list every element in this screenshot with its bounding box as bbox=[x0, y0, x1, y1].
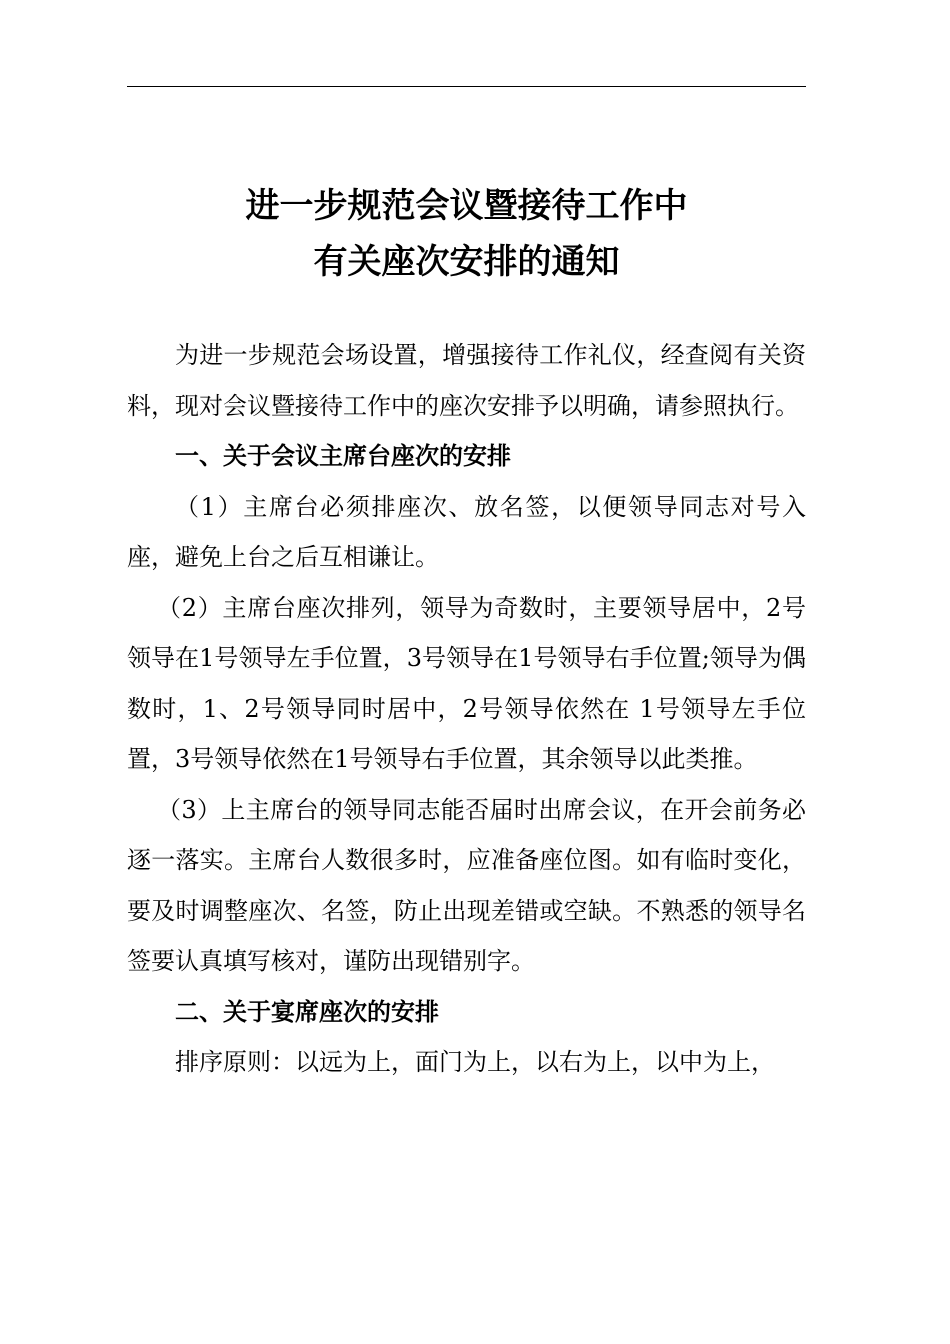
document-body bbox=[127, 330, 806, 1088]
header-rule bbox=[127, 86, 806, 87]
section-1-heading: 一、关于会议主席台座次的安排 bbox=[175, 442, 511, 470]
section-2-heading: 二、关于宴席座次的安排 bbox=[175, 997, 439, 1026]
title-line-1: 进一步规范会议暨接待工作中 bbox=[245, 186, 688, 226]
intro-paragraph: 为进一步规范会场设置，增强接待工作礼仪，经查阅有关资料，现对会议暨接待工作中的座次安排予以明确，请参照执行。 bbox=[127, 341, 806, 420]
item-2-paragraph: （2）主席台座次排列，领导为奇数时，主要领导居中，2号领导在1号领导左手位置，3号领导在1号领导右手位置;领导为偶数时，1、2号领导同时居中，2号领导依然在 1号领导左手位置，3号领导依然在1号领导右手位置，其余领导以此类推。 bbox=[127, 593, 806, 773]
principle-paragraph: 排序原则：以远为上，面门为上，以右为上，以中为上， bbox=[175, 1048, 775, 1076]
document-title bbox=[127, 178, 806, 290]
item-1-paragraph: （1）主席台必须排座次、放名签，以便领导同志对号入座，避免上台之后互相谦让。 bbox=[127, 492, 806, 571]
item-3-paragraph: （3）上主席台的领导同志能否届时出席会议，在开会前务必逐一落实。主席台人数很多时，应准备座位图。如有临时变化，要及时调整座次、名签，防止出现差错或空缺。不熟悉的领导名签要认真填写核对，谨防出现错别字。 bbox=[127, 795, 806, 975]
title-line-2: 有关座次安排的通知 bbox=[313, 242, 620, 282]
